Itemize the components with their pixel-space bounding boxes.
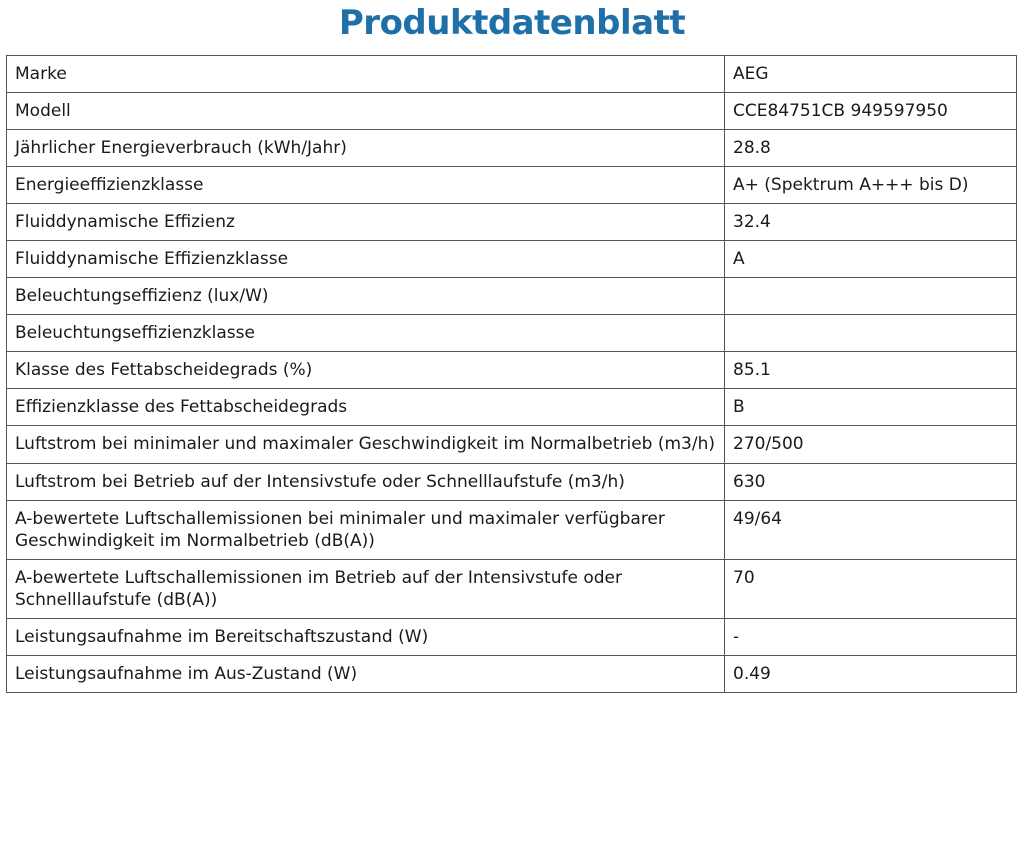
table-row (7, 55, 1017, 92)
row-value: 630 (725, 463, 1017, 500)
table-row (7, 240, 1017, 277)
table-row (7, 500, 1017, 559)
row-value: A (725, 240, 1017, 277)
table-row (7, 619, 1017, 656)
row-label: Jährlicher Energieverbrauch (kWh/Jahr) (7, 129, 725, 166)
row-value: 70 (725, 559, 1017, 618)
row-value: 49/64 (725, 500, 1017, 559)
table-row (7, 129, 1017, 166)
row-value: 270/500 (725, 426, 1017, 463)
row-label: Leistungsaufnahme im Aus-Zustand (W) (7, 656, 725, 693)
row-value: 0.49 (725, 656, 1017, 693)
table-row (7, 166, 1017, 203)
row-label: Fluiddynamische Effizienz (7, 203, 725, 240)
row-label: Luftstrom bei minimaler und maximaler Geschwindigkeit im Normalbetrieb (m3/h) (7, 426, 725, 463)
row-value: AEG (725, 55, 1017, 92)
row-value: B (725, 389, 1017, 426)
row-label: Marke (7, 55, 725, 92)
row-label: Beleuchtungseffizienzklasse (7, 315, 725, 352)
row-label: A-bewertete Luftschallemissionen im Betrieb auf der Intensivstufe oder Schnelllaufstufe (dB(A)) (7, 559, 725, 618)
table-row (7, 278, 1017, 315)
row-label: Leistungsaufnahme im Bereitschaftszustand (W) (7, 619, 725, 656)
table-row (7, 426, 1017, 463)
row-value: A+ (Spektrum A+++ bis D) (725, 166, 1017, 203)
row-value: - (725, 619, 1017, 656)
table-row (7, 389, 1017, 426)
table-row (7, 315, 1017, 352)
row-label: A-bewertete Luftschallemissionen bei minimaler und maximaler verfügbarer Geschwindigkeit im Normalbetrieb (dB(A)) (7, 500, 725, 559)
page-title: Produktdatenblatt (338, 3, 686, 43)
table-body (7, 55, 1017, 693)
table-row (7, 203, 1017, 240)
row-value: CCE84751CB 949597950 (725, 92, 1017, 129)
row-label: Modell (7, 92, 725, 129)
product-datasheet-table (6, 55, 1017, 694)
row-label: Klasse des Fettabscheidegrads (%) (7, 352, 725, 389)
table-row (7, 92, 1017, 129)
row-label: Luftstrom bei Betrieb auf der Intensivstufe oder Schnelllaufstufe (m3/h) (7, 463, 725, 500)
row-label: Fluiddynamische Effizienzklasse (7, 240, 725, 277)
row-label: Energieeffizienzklasse (7, 166, 725, 203)
row-value: 28.8 (725, 129, 1017, 166)
row-value: 85.1 (725, 352, 1017, 389)
table-row (7, 559, 1017, 618)
row-label: Effizienzklasse des Fettabscheidegrads (7, 389, 725, 426)
row-value (725, 278, 1017, 315)
row-value (725, 315, 1017, 352)
table-row (7, 352, 1017, 389)
row-value: 32.4 (725, 203, 1017, 240)
table-row (7, 656, 1017, 693)
row-label: Beleuchtungseffizienz (lux/W) (7, 278, 725, 315)
table-row (7, 463, 1017, 500)
